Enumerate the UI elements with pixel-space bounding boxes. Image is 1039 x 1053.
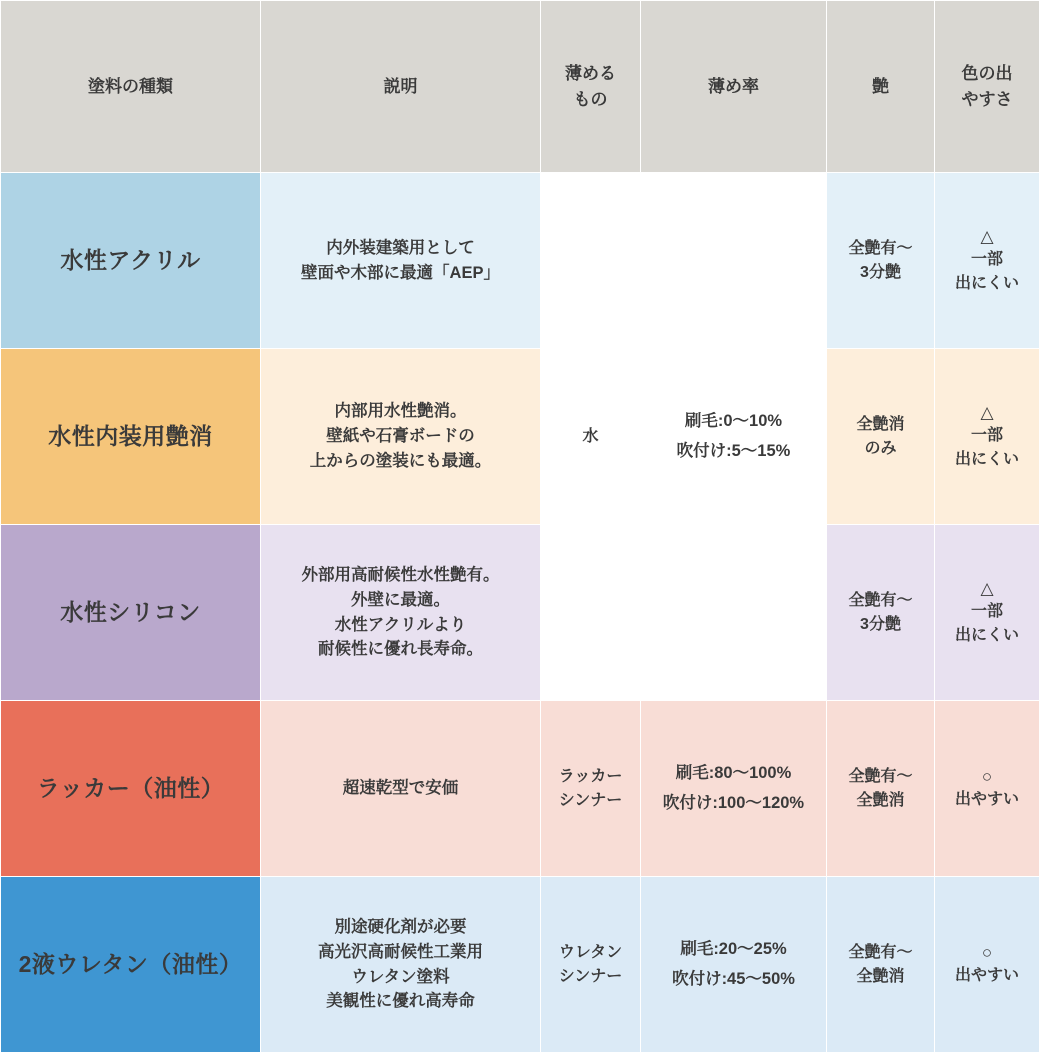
text-line: 一部 xyxy=(941,600,1033,624)
gloss-cell xyxy=(827,173,935,349)
color-ease-mark: ○ xyxy=(941,941,1033,965)
text-line: 刷毛:80〜100% xyxy=(647,761,820,786)
gloss-cell xyxy=(827,701,935,877)
paint-name-cell: ラッカー（油性） xyxy=(1,701,261,877)
color-ease-mark: △ xyxy=(941,225,1033,249)
text-line: 出やすい xyxy=(941,788,1033,812)
color-ease-mark: △ xyxy=(941,577,1033,601)
thinner-cell xyxy=(541,701,641,877)
header-color-ease xyxy=(935,1,1039,173)
gloss-cell xyxy=(827,525,935,701)
text-line: 全艶消 xyxy=(833,789,928,813)
text-line: 出にくい xyxy=(941,624,1033,648)
table-row xyxy=(1,173,1039,349)
text-line: 水性アクリルより xyxy=(267,613,534,638)
dilution-cell xyxy=(641,701,827,877)
text-line: 別途硬化剤が必要 xyxy=(267,915,534,940)
header-thinner xyxy=(541,1,641,173)
table-row xyxy=(1,349,1039,525)
header-thinner-line-1: 薄める xyxy=(565,64,616,83)
text-line: 吹付け:45〜50% xyxy=(647,967,820,992)
thinner-cell xyxy=(541,877,641,1053)
table-row xyxy=(1,525,1039,701)
table-header xyxy=(1,1,1039,173)
table-body xyxy=(1,173,1039,1053)
text-line: 全艶有〜 xyxy=(833,941,928,965)
text-line: 3分艶 xyxy=(833,261,928,285)
paint-description-cell xyxy=(261,877,541,1053)
text-line: 全艶有〜 xyxy=(833,589,928,613)
text-line: のみ xyxy=(833,437,928,461)
table-row xyxy=(1,877,1039,1053)
text-line: 壁紙や石膏ボードの xyxy=(267,424,534,449)
text-line: 吹付け:100〜120% xyxy=(647,791,820,816)
text-line: 刷毛:0〜10% xyxy=(647,409,820,434)
paint-name-cell: 水性内装用艶消 xyxy=(1,349,261,525)
text-line: 耐候性に優れ長寿命。 xyxy=(267,637,534,662)
text-line: 3分艶 xyxy=(833,613,928,637)
text-line: 全艶有〜 xyxy=(833,237,928,261)
text-line: 一部 xyxy=(941,248,1033,272)
text-line: 出にくい xyxy=(941,448,1033,472)
header-paint-type: 塗料の種類 xyxy=(1,1,261,173)
text-line: 内部用水性艶消。 xyxy=(267,399,534,424)
text-line: ラッカー xyxy=(547,765,634,789)
header-color-ease-line-1: 色の出 xyxy=(962,64,1013,83)
text-line: シンナー xyxy=(547,789,634,813)
text-line: 全艶消 xyxy=(833,965,928,989)
header-description: 説明 xyxy=(261,1,541,173)
text-line: 刷毛:20〜25% xyxy=(647,937,820,962)
text-line: 内外装建築用として xyxy=(267,236,534,261)
text-line: 壁面や木部に最適「AEP」 xyxy=(267,261,534,286)
color-ease-cell xyxy=(935,525,1039,701)
header-row xyxy=(1,1,1039,173)
header-color-ease-line-2: やすさ xyxy=(962,90,1013,109)
paint-name-cell: 水性アクリル xyxy=(1,173,261,349)
color-ease-mark: △ xyxy=(941,401,1033,425)
gloss-cell xyxy=(827,349,935,525)
text-line: 超速乾型で安価 xyxy=(267,776,534,801)
color-ease-cell xyxy=(935,349,1039,525)
paint-name-cell: 水性シリコン xyxy=(1,525,261,701)
text-line: 吹付け:5〜15% xyxy=(647,439,820,464)
text-line: 出やすい xyxy=(941,964,1033,988)
text-line: ウレタン塗料 xyxy=(267,965,534,990)
header-dilution-rate: 薄め率 xyxy=(641,1,827,173)
text-line: 全艶消 xyxy=(833,413,928,437)
dilution-cell xyxy=(641,877,827,1053)
paint-description-cell xyxy=(261,701,541,877)
gloss-cell xyxy=(827,877,935,1053)
color-ease-mark: ○ xyxy=(941,765,1033,789)
thinner-cell-water: 水 xyxy=(541,173,641,701)
header-gloss: 艶 xyxy=(827,1,935,173)
color-ease-cell xyxy=(935,173,1039,349)
color-ease-cell xyxy=(935,877,1039,1053)
text-line: 外壁に最適。 xyxy=(267,588,534,613)
table-row xyxy=(1,701,1039,877)
text-line: シンナー xyxy=(547,965,634,989)
text-line: 外部用高耐候性水性艶有。 xyxy=(267,563,534,588)
text-line: 高光沢高耐候性工業用 xyxy=(267,940,534,965)
header-thinner-line-2: もの xyxy=(574,90,608,109)
paint-description-cell xyxy=(261,173,541,349)
text-line: ウレタン xyxy=(547,941,634,965)
text-line: 全艶有〜 xyxy=(833,765,928,789)
color-ease-cell xyxy=(935,701,1039,877)
paint-description-cell xyxy=(261,525,541,701)
dilution-cell-water xyxy=(641,173,827,701)
text-line: 一部 xyxy=(941,424,1033,448)
paint-name-cell: 2液ウレタン（油性） xyxy=(1,877,261,1053)
text-line: 美観性に優れ高寿命 xyxy=(267,989,534,1014)
text-line: 出にくい xyxy=(941,272,1033,296)
text-line: 上からの塗装にも最適。 xyxy=(267,449,534,474)
paint-description-cell xyxy=(261,349,541,525)
